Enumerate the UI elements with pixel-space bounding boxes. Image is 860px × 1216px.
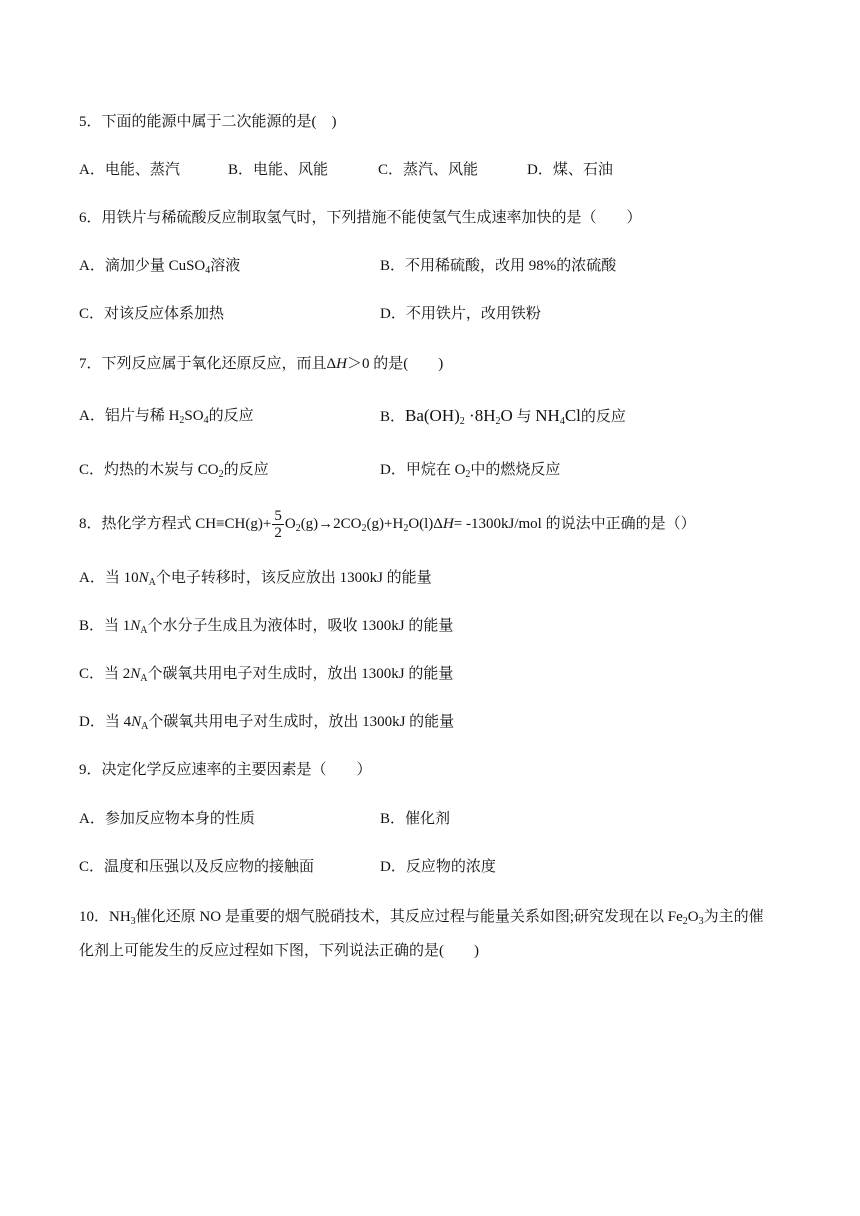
q8-option-a[interactable]: A．当 $10N_A$个电子转移时，该反应放出 1300kJ 的能量 (79, 570, 432, 588)
q5-option-a[interactable]: A．电能、蒸汽 (79, 162, 180, 178)
q8-stem: 8．热化学方程式 CH≡CH(g)+ $\frac{5}{2}$ $O_2(g)\to 2CO_2(g)+H_2O(l)\Delta H= -1300kJ/mol$ 的说法中正确的是（） (79, 508, 696, 541)
q10-stem-line-2: 化剂上可能发生的反应过程如下图，下列说法正确的是( ) (79, 943, 479, 959)
q9-option-c[interactable]: C．温度和压强以及反应物的接触面 (79, 859, 315, 875)
q6-option-d[interactable]: D．不用铁片，改用铁粉 (380, 306, 541, 322)
q9-stem: 9．决定化学反应速率的主要因素是（ ） (79, 762, 372, 778)
q5-option-d[interactable]: D．煤、石油 (527, 162, 613, 178)
q9-option-b[interactable]: B．催化剂 (380, 811, 451, 827)
q6-option-b[interactable]: B．不用稀硫酸，改用 98%的浓硫酸 (380, 258, 617, 274)
q8-option-d[interactable]: D．当 $4N_A$个碳氧共用电子对生成时，放出 1300kJ 的能量 (79, 714, 455, 732)
q9-option-a[interactable]: A．参加反应物本身的性质 (79, 811, 255, 827)
q9-option-d[interactable]: D．反应物的浓度 (380, 859, 496, 875)
q6-option-a[interactable]: A．滴加少量 CuSO$_4$溶液 (79, 258, 241, 276)
q5-option-c[interactable]: C．蒸汽、风能 (378, 162, 479, 178)
q5-option-b[interactable]: B．电能、风能 (228, 162, 329, 178)
q8-option-c[interactable]: C．当 $2N_A$个碳氧共用电子对生成时，放出 1300kJ 的能量 (79, 666, 454, 684)
q7-option-d[interactable]: D．甲烷在 $O_2$中的燃烧反应 (380, 462, 561, 480)
q7-stem: 7．下列反应属于氧化还原反应，而且ΔH＞0 的是( ) (79, 356, 444, 372)
q7-option-a[interactable]: A．铝片与稀 $H_2SO_4$的反应 (79, 408, 254, 426)
q8-option-b[interactable]: B．当 $1N_A$个水分子生成且为液体时，吸收 1300kJ 的能量 (79, 618, 454, 636)
q6-stem: 6．用铁片与稀硫酸反应制取氢气时，下列措施不能使氢气生成速率加快的是（ ） (79, 210, 642, 226)
q7-option-c[interactable]: C．灼热的木炭与 $CO_2$的反应 (79, 462, 269, 480)
q10-stem-line-1: 10．$NH_3$催化还原 NO 是重要的烟气脱硝技术，其反应过程与能量关系如图;研究发现在以 $Fe_2O_3$为主的催 (79, 909, 764, 927)
q7-option-b[interactable]: B．$Ba(OH)_2 \cdot 8H_2O$ 与 $NH_4Cl$的反应 (380, 406, 626, 427)
q6-option-c[interactable]: C．对该反应体系加热 (79, 306, 225, 322)
q5-stem: 5．下面的能源中属于二次能源的是( ) (79, 114, 337, 130)
fraction-five-halves: $\frac{5}{2}$ (274, 508, 282, 541)
